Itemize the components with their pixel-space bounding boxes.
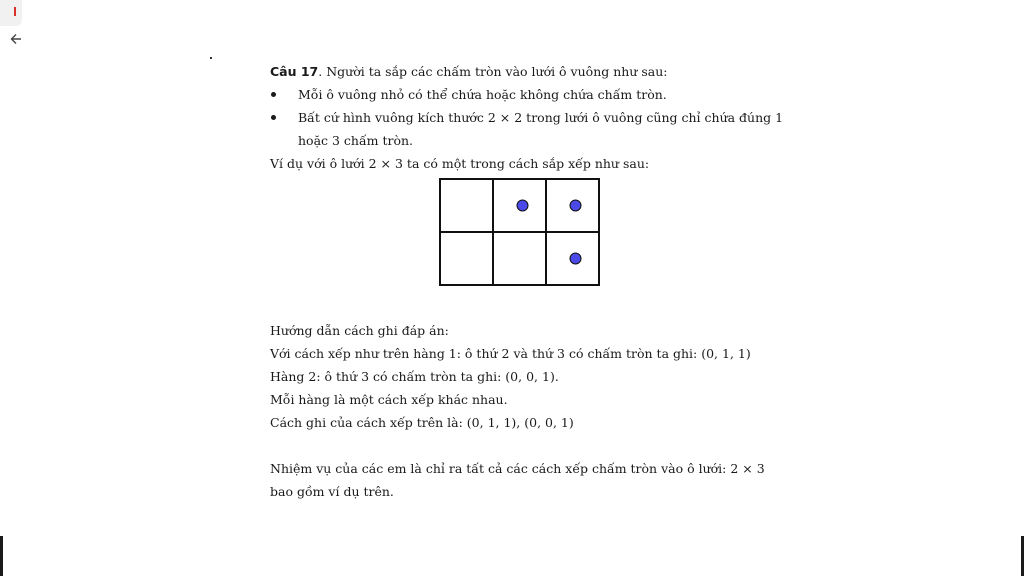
grid-dot-r1-c2 xyxy=(517,200,528,211)
rule-bullet-2: Bất cứ hình vuông kích thước 2 × 2 trong lưới ô vuông cũng chỉ chứa đúng 1 hoặc 3 chấm tròn. xyxy=(270,106,790,152)
tab-marker xyxy=(0,0,22,26)
document-body xyxy=(270,60,790,503)
question-label: Câu 17 xyxy=(270,64,319,79)
guide-answer: Cách ghi của cách xếp trên là: (0, 1, 1), (0, 0, 1) xyxy=(270,415,574,430)
arrow-left-icon xyxy=(10,33,22,45)
stray-dot xyxy=(210,57,212,59)
grid-cell-r1-c1 xyxy=(440,179,493,232)
guide-heading: Hướng dẫn cách ghi đáp án: xyxy=(270,323,449,338)
question-intro: . Người ta sắp các chấm tròn vào lưới ô vuông như sau: xyxy=(318,64,668,79)
left-edge-bar xyxy=(0,536,3,576)
example-grid-figure xyxy=(270,175,790,319)
example-grid xyxy=(438,177,602,289)
grid-cell-r2-c1 xyxy=(440,232,493,285)
guide-note: Mỗi hàng là một cách xếp khác nhau. xyxy=(270,392,508,407)
question-line xyxy=(270,60,790,83)
guide-row2: Hàng 2: ô thứ 3 có chấm tròn ta ghi: (0, 0, 1). xyxy=(270,369,559,384)
guide-row1: Với cách xếp như trên hàng 1: ô thứ 2 và thứ 3 có chấm tròn ta ghi: (0, 1, 1) xyxy=(270,346,751,361)
example-intro: Ví dụ với ô lưới 2 × 3 ta có một trong cách sắp xếp như sau: xyxy=(270,156,650,171)
back-button[interactable] xyxy=(6,29,26,49)
grid-dot-r2-c3 xyxy=(570,253,581,264)
task-text: Nhiệm vụ của các em là chỉ ra tất cả các cách xếp chấm tròn vào ô lưới: 2 × 3 bao gồm ví dụ trên. xyxy=(270,461,765,499)
rule-bullet-1: Mỗi ô vuông nhỏ có thể chứa hoặc không chứa chấm tròn. xyxy=(270,83,790,106)
grid-cell-r2-c2 xyxy=(493,232,546,285)
grid-dot-r1-c3 xyxy=(570,200,581,211)
